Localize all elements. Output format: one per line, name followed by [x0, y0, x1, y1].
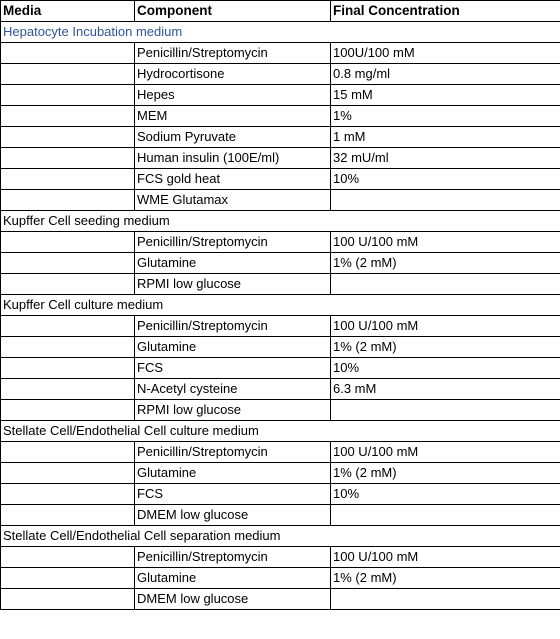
- component-cell: WME Glutamax: [135, 190, 331, 211]
- concentration-cell: 1 mM: [331, 127, 560, 148]
- component-cell: Penicillin/Streptomycin: [135, 232, 331, 253]
- table-row: [1, 64, 560, 85]
- table-row: [1, 547, 560, 568]
- concentration-cell: [331, 589, 560, 610]
- media-cell-empty: [1, 442, 135, 463]
- table-row: [1, 442, 560, 463]
- media-cell-empty: [1, 505, 135, 526]
- component-cell: Penicillin/Streptomycin: [135, 316, 331, 337]
- table-row: [1, 316, 560, 337]
- concentration-cell: 1% (2 mM): [331, 253, 560, 274]
- media-cell-empty: [1, 274, 135, 295]
- component-cell: DMEM low glucose: [135, 505, 331, 526]
- concentration-cell: 100 U/100 mM: [331, 316, 560, 337]
- table-row: [1, 43, 560, 64]
- concentration-cell: 100 U/100 mM: [331, 232, 560, 253]
- table-row: [1, 232, 560, 253]
- table-row: [1, 274, 560, 295]
- section-row: [1, 22, 560, 43]
- table-row: [1, 463, 560, 484]
- component-cell: FCS: [135, 484, 331, 505]
- header-media: Media: [1, 1, 135, 22]
- component-cell: Glutamine: [135, 253, 331, 274]
- media-cell-empty: [1, 547, 135, 568]
- concentration-cell: [331, 274, 560, 295]
- table-row: [1, 568, 560, 589]
- media-cell-empty: [1, 190, 135, 211]
- component-cell: Sodium Pyruvate: [135, 127, 331, 148]
- component-cell: N-Acetyl cysteine: [135, 379, 331, 400]
- media-cell-empty: [1, 400, 135, 421]
- component-cell: RPMI low glucose: [135, 400, 331, 421]
- component-cell: Hydrocortisone: [135, 64, 331, 85]
- section-row: [1, 421, 560, 442]
- component-cell: RPMI low glucose: [135, 274, 331, 295]
- component-cell: Glutamine: [135, 568, 331, 589]
- table-row: [1, 85, 560, 106]
- media-cell-empty: [1, 64, 135, 85]
- table-row: [1, 169, 560, 190]
- concentration-cell: 10%: [331, 358, 560, 379]
- media-cell-empty: [1, 358, 135, 379]
- component-cell: MEM: [135, 106, 331, 127]
- concentration-cell: 100 U/100 mM: [331, 547, 560, 568]
- table-row: [1, 400, 560, 421]
- component-cell: DMEM low glucose: [135, 589, 331, 610]
- header-row: [1, 1, 560, 22]
- component-cell: Penicillin/Streptomycin: [135, 547, 331, 568]
- media-cell-empty: [1, 379, 135, 400]
- section-title: Stellate Cell/Endothelial Cell separation medium: [1, 526, 560, 547]
- media-cell-empty: [1, 148, 135, 169]
- concentration-cell: 10%: [331, 484, 560, 505]
- concentration-cell: 1% (2 mM): [331, 463, 560, 484]
- concentration-cell: 6.3 mM: [331, 379, 560, 400]
- media-cell-empty: [1, 589, 135, 610]
- media-cell-empty: [1, 484, 135, 505]
- component-cell: Glutamine: [135, 463, 331, 484]
- section-title: Kupffer Cell culture medium: [1, 295, 560, 316]
- concentration-cell: 1% (2 mM): [331, 568, 560, 589]
- media-cell-empty: [1, 232, 135, 253]
- concentration-cell: 1% (2 mM): [331, 337, 560, 358]
- concentration-cell: [331, 400, 560, 421]
- concentration-cell: 1%: [331, 106, 560, 127]
- table-row: [1, 127, 560, 148]
- header-component: Component: [135, 1, 331, 22]
- table-row: [1, 148, 560, 169]
- media-cell-empty: [1, 337, 135, 358]
- concentration-cell: [331, 505, 560, 526]
- concentration-cell: 100 U/100 mM: [331, 442, 560, 463]
- section-title: Kupffer Cell seeding medium: [1, 211, 560, 232]
- concentration-cell: [331, 190, 560, 211]
- media-cell-empty: [1, 127, 135, 148]
- section-title: Stellate Cell/Endothelial Cell culture medium: [1, 421, 560, 442]
- component-cell: Penicillin/Streptomycin: [135, 442, 331, 463]
- table-row: [1, 106, 560, 127]
- concentration-cell: 100U/100 mM: [331, 43, 560, 64]
- section-row: [1, 526, 560, 547]
- media-cell-empty: [1, 463, 135, 484]
- media-cell-empty: [1, 253, 135, 274]
- concentration-cell: 32 mU/ml: [331, 148, 560, 169]
- table-row: [1, 337, 560, 358]
- component-cell: Penicillin/Streptomycin: [135, 43, 331, 64]
- component-cell: Glutamine: [135, 337, 331, 358]
- table-row: [1, 358, 560, 379]
- component-cell: Hepes: [135, 85, 331, 106]
- media-cell-empty: [1, 43, 135, 64]
- table-row: [1, 505, 560, 526]
- concentration-cell: 0.8 mg/ml: [331, 64, 560, 85]
- media-cell-empty: [1, 568, 135, 589]
- section-row: [1, 295, 560, 316]
- component-cell: FCS gold heat: [135, 169, 331, 190]
- media-cell-empty: [1, 169, 135, 190]
- table-body: [1, 22, 560, 610]
- table-row: [1, 379, 560, 400]
- section-row: [1, 211, 560, 232]
- component-cell: Human insulin (100E/ml): [135, 148, 331, 169]
- concentration-cell: 15 mM: [331, 85, 560, 106]
- concentration-cell: 10%: [331, 169, 560, 190]
- header-final-concentration: Final Concentration: [331, 1, 560, 22]
- component-cell: FCS: [135, 358, 331, 379]
- media-cell-empty: [1, 316, 135, 337]
- section-title: Hepatocyte Incubation medium: [1, 22, 560, 43]
- table-row: [1, 484, 560, 505]
- table-row: [1, 589, 560, 610]
- media-cell-empty: [1, 85, 135, 106]
- table-row: [1, 253, 560, 274]
- table-row: [1, 190, 560, 211]
- media-cell-empty: [1, 106, 135, 127]
